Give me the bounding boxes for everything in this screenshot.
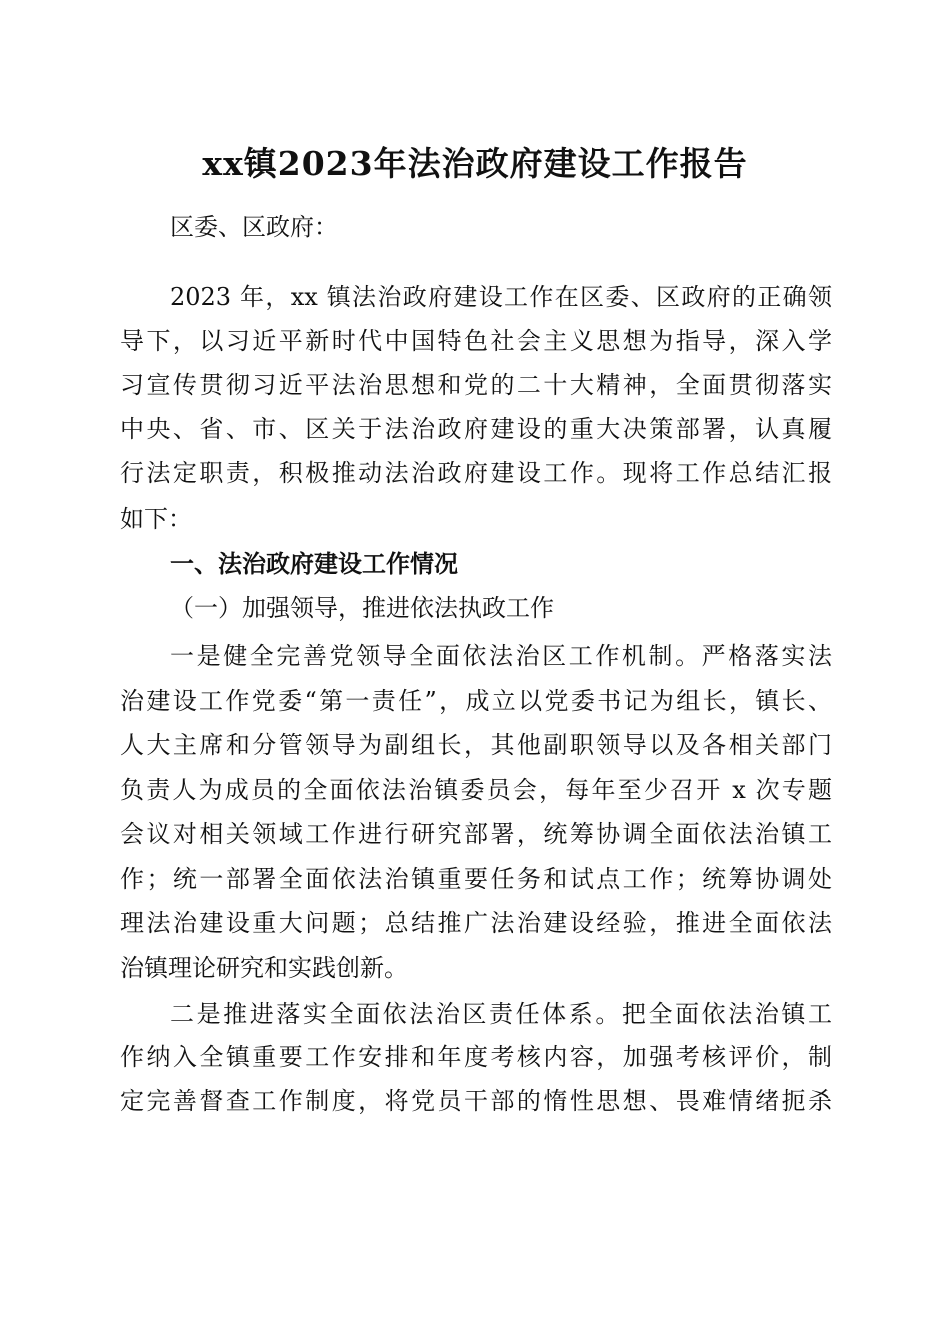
body-line: 中央、省、市、区关于法治政府建设的重大决策部署，认真履 bbox=[120, 415, 832, 443]
body-line: 人大主席和分管领导为副组长，其他副职领导以及各相关部门 bbox=[120, 731, 832, 759]
salutation: 区委、区政府： bbox=[170, 213, 338, 241]
document-title: xx镇2023年法治政府建设工作报告 bbox=[202, 144, 748, 183]
body-line: 导下，以习近平新时代中国特色社会主义思想为指导，深入学 bbox=[120, 327, 832, 355]
body-line: 定完善督查工作制度，将党员干部的惰性思想、畏难情绪扼杀 bbox=[120, 1087, 832, 1115]
body-line: 负责人为成员的全面依法治镇委员会，每年至少召开 x 次专题 bbox=[120, 776, 832, 804]
subsection-heading-1: （一）加强领导，推进依法执政工作 bbox=[170, 594, 554, 622]
body-line: 2023 年，xx 镇法治政府建设工作在区委、区政府的正确领 bbox=[170, 283, 832, 311]
body-line: 治镇理论研究和实践创新。 bbox=[120, 954, 408, 982]
body-line: 作纳入全镇重要工作安排和年度考核内容，加强考核评价，制 bbox=[120, 1043, 832, 1071]
body-line: 二是推进落实全面依法治区责任体系。把全面依法治镇工 bbox=[170, 1000, 832, 1028]
body-line: 作；统一部署全面依法治镇重要任务和试点工作；统筹协调处 bbox=[120, 865, 832, 893]
body-line: 如下： bbox=[120, 505, 192, 533]
body-line: 习宣传贯彻习近平法治思想和党的二十大精神，全面贯彻落实 bbox=[120, 371, 832, 399]
body-line: 治建设工作党委“第一责任”，成立以党委书记为组长，镇长、 bbox=[120, 687, 832, 715]
section-heading-1: 一、法治政府建设工作情况 bbox=[170, 550, 458, 578]
body-line: 理法治建设重大问题；总结推广法治建设经验，推进全面依法 bbox=[120, 909, 832, 937]
body-line: 一是健全完善党领导全面依法治区工作机制。严格落实法 bbox=[170, 642, 832, 670]
body-line: 行法定职责，积极推动法治政府建设工作。现将工作总结汇报 bbox=[120, 459, 832, 487]
body-line: 会议对相关领域工作进行研究部署，统筹协调全面依法治镇工 bbox=[120, 820, 832, 848]
